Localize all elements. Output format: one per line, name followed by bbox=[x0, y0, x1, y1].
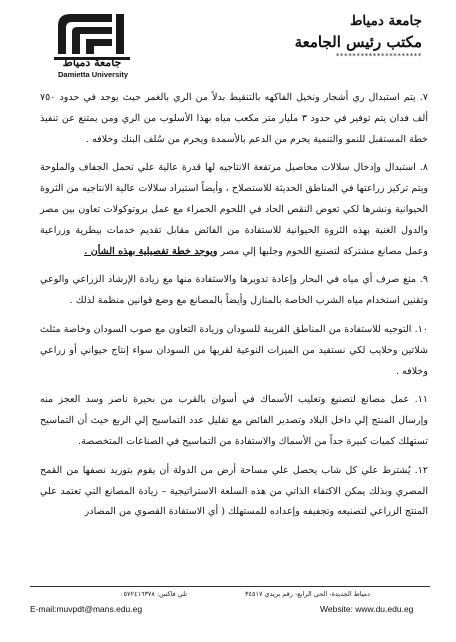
item-text: استبدال وإدخال سلالات محاصيل مرتفعة الانتاجيه لها قدرة عالية علي تحمل الجفاف والملوحة ويتم تركيز زراعتها في المناطق الحديثة للاستصلاح ، وأيضاً استيراد سلالات عالية الانتاجيه من الثروة الحيوانية ونشرها لكي تعوض النقص الحاد في اللحوم الحمراء مع عمل بروتوكولات تعاون بين مصر والدول الغنية بهذه الثروة الحيوانية للاستفادة من الفائض مقابل تقديم خدمات بيطرية وزراعية وعمل مصانع مشتركة لتصنيع اللحوم وجلبها إلي مصر bbox=[40, 162, 428, 257]
item-number: ١١. bbox=[414, 394, 428, 406]
item-text: عمل مصانع لتصنيع وتعليب الأسماك في أسوان بالقرب من بحيرة ناصر وسد العجز منه وإرسال المنتج إلي داخل البلاد وتصدير الفائض مع تقليل عدد التماسيح إلي الربع حيث أن التماسيح تستهلك كميات كبيرة جداً من الأسماك والاستفادة من التماسيح في الصناعات المتخصصة. bbox=[40, 394, 428, 447]
list-item bbox=[40, 270, 428, 312]
item-text: منع صرف أي مياه في البحار وإعادة تدويرها والاستفادة منها مع زيادة الإرشاد الزراعي والوعي وتقنين استخدام مياه الشرب الخاصة بالمنازل وأيضاً بالمصانع مع وضع قوانين منظمة لذلك . bbox=[40, 274, 428, 307]
university-logo bbox=[50, 8, 135, 63]
letter-body bbox=[40, 88, 428, 531]
item-text: التوجيه للاستفادة من المناطق القريبة للسودان وزيادة التعاون مع صوب السودان وخاصة مثلث شلاتين وحلايب لكي نستفيد من الميزات النوعية لقربها من السودان سواء إنتاج حيواني أو زراعي وخلافه . bbox=[40, 323, 428, 377]
list-item bbox=[40, 158, 428, 262]
list-item bbox=[40, 320, 428, 382]
item-text: يُشترط علي كل شاب يحصل علي مساحة أرض من الدولة أن يقوم بتوريد نصفها من القمح المصري وبذلك يمكن الاكتفاء الذاتي من هذه السلعة الاستراتيجية – زيادة المصانع التي تعتمد علي المنتج الزراعي لتصنيعه وتجفيفه وإعداده للمستهلك ( أي الاستفادة القصوي من المصادر bbox=[40, 464, 428, 518]
item-number: ٩. bbox=[419, 274, 428, 286]
item-text: يتم استبدال ري أشجار ونخيل الفاكهه بالتنقيط بدلاً من الري بالغمر حيث يوجد في حدود ٧٥٠ ألف فدان يتم توفير في حدود ٣ مليار متر مكعب مياه بهذا الأسلوب من الري ومن يمتنع عن تنفيذ خطة المستقبل للنمو والتنمية يحرم من الدعم بالأسمدة ويحرم من سُلف البنك وخلافه . bbox=[40, 92, 428, 145]
header-ornament: ********************* bbox=[335, 52, 422, 60]
logo-english-text: Damietta University bbox=[57, 70, 129, 79]
university-name: جامعة دمياط bbox=[349, 13, 422, 29]
footer-website: Website: www.du.edu.eg bbox=[320, 604, 414, 614]
item-emphasis: ويوجد خطة تفصيلية بهذه الشأن . bbox=[84, 245, 218, 257]
list-item bbox=[40, 390, 428, 452]
letterhead bbox=[0, 0, 456, 80]
item-number: ٧. bbox=[419, 92, 428, 103]
list-item bbox=[40, 88, 428, 150]
footer-address: دمياط الجديدة- الحي الرابع- رقم بريدي ٣٤٥١٧ bbox=[245, 590, 371, 598]
logo-arabic-text: جامعة دمياط bbox=[62, 56, 122, 69]
item-number: ١٢. bbox=[414, 464, 428, 476]
item-number: ١٠. bbox=[414, 323, 428, 335]
list-item bbox=[40, 461, 428, 523]
footer-divider bbox=[30, 586, 430, 587]
footer-fax: تلي فاكس: ٠٥٧٢٤١٦٣٧٨ bbox=[120, 590, 188, 598]
footer-email: E-mail:muvpdt@mans.edu.eg bbox=[30, 604, 143, 614]
item-number: ٨. bbox=[419, 162, 428, 174]
office-name: مكتب رئيس الجامعة bbox=[294, 33, 422, 51]
